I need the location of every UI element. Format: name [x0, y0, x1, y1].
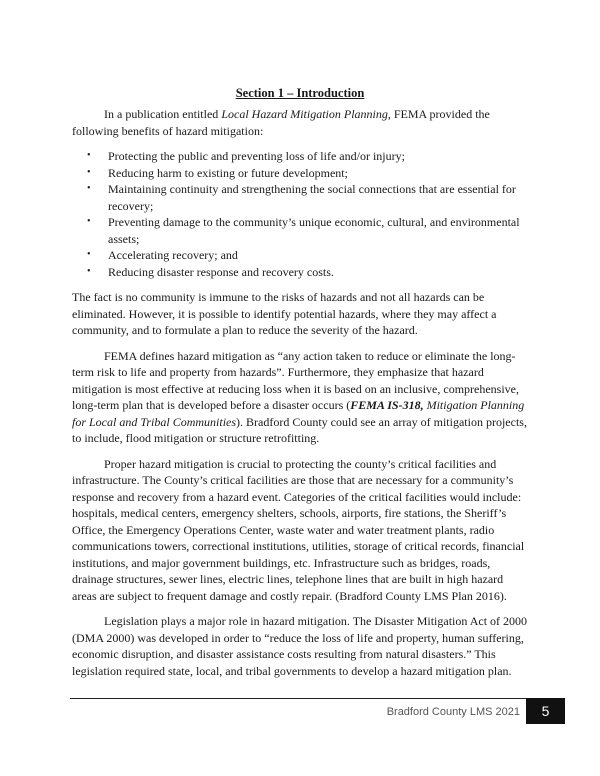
intro-text-post: , FEMA provided the following benefits of hazard mitigation:	[72, 107, 490, 138]
bullet-icon: •	[87, 166, 91, 178]
list-item	[72, 165, 530, 182]
list-item-text: Accelerating recovery; and	[108, 248, 238, 262]
footer-document-name: Bradford County LMS 2021	[386, 706, 520, 718]
critical-facilities-paragraph: Proper hazard mitigation is crucial to protecting the county’s critical facilities and infrastructure. The County’s critical facilities are those that are necessary for a community’s response and recovery from a hazard event. Categories of the critical facilities would include: hospitals, medical centers, emergency shelters, schools, airports, fire stations, the Sheriff’s Office, the Emergency Operations Center, waste water and water treatment plants, radio communications towers, correctional institutions, utilities, storage of critical records, financial institutions, and major government buildings, etc. Infrastructure such as bridges, roads, drainage structures, sewer lines, electric lines, telephone lines that are built in high hazard areas are subject to frequent damage and costly repair. (Bradford County LMS Plan 2016).	[72, 456, 525, 603]
list-item-text: Reducing disaster response and recovery costs.	[108, 264, 334, 279]
fema-reference-code: FEMA IS-318,	[350, 398, 427, 412]
body-content	[72, 106, 530, 688]
list-item-text: Reducing harm to existing or future development;	[108, 165, 348, 180]
bullet-icon: •	[87, 216, 91, 227]
list-item	[72, 264, 530, 281]
page-number: 5	[526, 698, 565, 724]
list-item	[72, 148, 530, 165]
bullet-icon: •	[87, 265, 91, 277]
fema-text-post: ). Bradford County could see an array of mitigation projects, to include, flood mitigation or structure retrofitting.	[72, 414, 527, 445]
list-item-text: Protecting the public and preventing loss of life and/or injury;	[108, 149, 405, 163]
footer-divider	[70, 698, 526, 699]
list-item	[72, 214, 530, 247]
fema-reference-title: Mitigation Planning for Local and Tribal Communities	[72, 398, 525, 429]
list-item-text: Maintaining continuity and strengthening the social connections that are essential for recovery;	[108, 182, 516, 213]
benefits-list	[72, 148, 530, 280]
fema-definition-paragraph	[72, 348, 530, 447]
publication-title: Local Hazard Mitigation Planning	[221, 107, 388, 121]
intro-paragraph	[72, 106, 530, 139]
bullet-icon: •	[87, 249, 91, 260]
legislation-paragraph: Legislation plays a major role in hazard mitigation. The Disaster Mitigation Act of 2000 (DMA 2000) was developed in order to “reduce the loss of life and property, human suffering, economic disruption, and disaster assistance costs resulting from natural disasters.” This legislation required state, local, and tribal governments to develop a hazard mitigation plan.	[72, 614, 528, 678]
list-item	[72, 247, 530, 264]
bullet-icon: •	[87, 150, 91, 161]
section-title: Section 1 – Introduction	[235, 86, 365, 100]
intro-text-pre: In a publication entitled	[104, 107, 222, 121]
list-item	[72, 181, 530, 214]
fema-text-pre: FEMA defines hazard mitigation as “any action taken to reduce or eliminate the long-term risk to life and property from hazards”. Furthermore, they emphasize that hazard mitigation is most effective at reducing loss when it is based on an inclusive, comprehensive, long-term plan that is developed before a disaster occurs (	[72, 348, 520, 412]
immune-paragraph: The fact is no community is immune to the risks of hazards and not all hazards can be eliminated. However, it is possible to identify potential hazards, where they may affect a community, and to formulate a plan to reduce the severity of the hazard.	[72, 290, 497, 337]
bullet-icon: •	[87, 183, 91, 194]
list-item-text: Preventing damage to the community’s unique economic, cultural, and environmental assets;	[108, 215, 520, 246]
